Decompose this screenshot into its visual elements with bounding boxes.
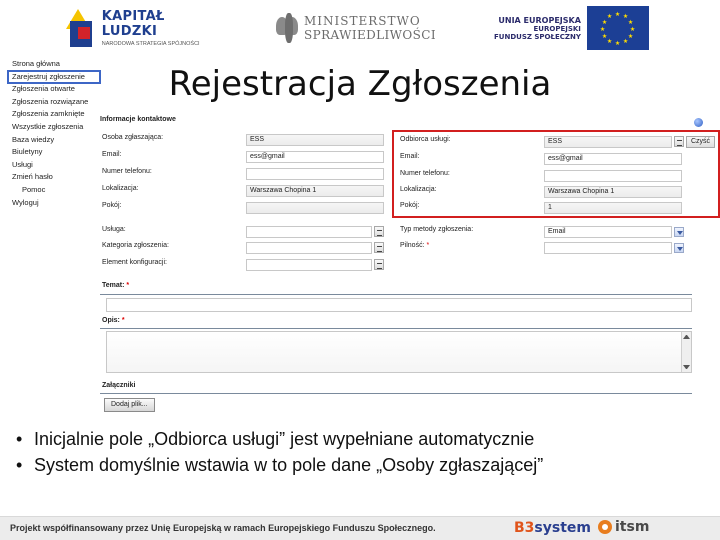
recipient-location-label: Lokalizacja: <box>400 186 437 193</box>
nav-item[interactable]: Zmień hasło <box>12 172 53 182</box>
description-divider <box>100 328 692 329</box>
category-label: Kategoria zgłoszenia: <box>102 242 169 249</box>
subject-input[interactable] <box>106 298 692 312</box>
priority-dropdown-icon[interactable] <box>674 243 684 253</box>
bullet-list <box>12 426 712 478</box>
report-type-label: Typ metody zgłoszenia: <box>400 226 474 233</box>
logo-header <box>0 0 720 56</box>
scroll-up-icon[interactable] <box>683 335 690 339</box>
subject-label: Temat: * <box>102 282 130 289</box>
service-input[interactable] <box>246 226 372 238</box>
nav-item[interactable]: Zarejestruj zgłoszenie <box>8 71 100 84</box>
config-item-lookup-button[interactable] <box>374 259 384 270</box>
config-item-input[interactable] <box>246 259 372 271</box>
itsm-dot-icon <box>598 520 612 534</box>
ministerstwo-logo <box>276 4 436 52</box>
nav-item[interactable]: Usługi <box>12 159 33 169</box>
category-input[interactable] <box>246 242 372 254</box>
config-item-label: Element konfiguracji: <box>102 259 167 266</box>
kapital-ludzki-title: KAPITAŁ LUDZKI <box>101 9 165 39</box>
registration-form <box>100 112 710 418</box>
requester-email-input[interactable]: ess@gmail <box>246 151 384 163</box>
priority-label: Pilność: * <box>400 242 430 249</box>
left-navigation <box>8 58 100 209</box>
nav-item[interactable]: Strona główna <box>12 59 60 68</box>
footer <box>0 516 720 540</box>
unia-line2: EUROPEJSKI <box>533 24 581 33</box>
nav-item[interactable]: Zgłoszenia rozwiązane <box>12 96 89 106</box>
unia-line1: UNIA EUROPEJSKA <box>498 15 581 25</box>
nav-item[interactable]: Wyloguj <box>12 197 39 207</box>
b3system-logo: B3system <box>514 520 591 536</box>
kapital-ludzki-logo <box>64 4 224 52</box>
add-file-button[interactable]: Dodaj plik... <box>104 398 155 412</box>
description-label: Opis: * <box>102 317 125 324</box>
category-lookup-button[interactable] <box>374 242 384 253</box>
requester-room-input[interactable] <box>246 202 384 214</box>
recipient-room-label: Pokój: <box>400 202 420 209</box>
recipient-email-input[interactable]: ess@gmail <box>544 153 682 165</box>
recipient-label: Odbiorca usługi: <box>400 136 451 143</box>
priority-select[interactable] <box>544 242 672 254</box>
contact-section-title: Informacje kontaktowe <box>100 116 176 123</box>
description-textarea[interactable] <box>106 331 692 373</box>
eu-flag-icon: ★ ★ ★ ★ ★ ★ ★ ★ ★ ★ ★ ★ <box>587 6 649 50</box>
ministerstwo-line1: MINISTERSTWO <box>304 14 421 28</box>
recipient-email-label: Email: <box>400 153 420 160</box>
recipient-lookup-button[interactable] <box>674 136 684 147</box>
report-type-dropdown-icon[interactable] <box>674 227 684 237</box>
nav-item[interactable]: Wszystkie zgłoszenia <box>12 121 84 131</box>
nav-item[interactable]: Zgłoszenia zamknięte <box>12 109 85 119</box>
recipient-phone-label: Numer telefonu: <box>400 170 450 177</box>
description-scrollbar[interactable] <box>681 332 691 372</box>
recipient-phone-input[interactable] <box>544 170 682 182</box>
nav-item[interactable]: Baza wiedzy <box>12 134 55 144</box>
eagle-emblem-icon <box>276 11 298 45</box>
nav-item[interactable]: Pomoc <box>22 184 46 194</box>
requester-label: Osoba zgłaszająca: <box>102 134 164 141</box>
report-type-select[interactable]: Email <box>544 226 672 238</box>
kapital-ludzki-emblem-icon <box>64 7 96 49</box>
scroll-down-icon[interactable] <box>683 365 690 369</box>
requester-room-label: Pokój: <box>102 202 122 209</box>
nav-item[interactable]: Zgłoszenia otwarte <box>12 84 75 94</box>
ministerstwo-line2: SPRAWIEDLIWOŚCI <box>304 28 436 42</box>
recipient-room-input[interactable]: 1 <box>544 202 682 214</box>
requester-phone-input[interactable] <box>246 168 384 180</box>
itsm-logo: itsm <box>598 519 649 535</box>
requester-phone-label: Numer telefonu: <box>102 168 152 175</box>
attachments-label: Załączniki <box>102 382 136 389</box>
kapital-ludzki-subtitle: NARODOWA STRATEGIA SPÓJNOŚCI <box>101 41 200 47</box>
recipient-input[interactable]: ESS <box>544 136 672 148</box>
unia-europejska-logo <box>494 4 660 52</box>
help-icon[interactable] <box>694 118 703 127</box>
requester-location-input[interactable]: Warszawa Chopina 1 <box>246 185 384 197</box>
service-label: Usługa: <box>102 226 126 233</box>
requester-location-label: Lokalizacja: <box>102 185 139 192</box>
bullet-item: • Inicjalnie pole „Odbiorca usługi” jest wypełniane automatycznie <box>12 426 712 452</box>
bullet-item: • System domyślnie wstawia w to pole dane „Osoby zgłaszającej” <box>12 452 712 478</box>
requester-email-label: Email: <box>102 151 122 158</box>
slide-title: Rejestracja Zgłoszenia <box>168 64 552 104</box>
unia-line3: FUNDUSZ SPOŁECZNY <box>494 32 581 41</box>
nav-item[interactable]: Biuletyny <box>12 147 43 157</box>
footer-text: Projekt współfinansowany przez Unię Europejską w ramach Europejskiego Funduszu Społecznego. <box>10 523 436 533</box>
service-lookup-button[interactable] <box>374 226 384 237</box>
attachments-divider <box>100 393 692 394</box>
clear-button[interactable]: Czyść <box>686 136 715 148</box>
subject-divider <box>100 294 692 295</box>
recipient-location-input[interactable]: Warszawa Chopina 1 <box>544 186 682 198</box>
requester-input[interactable]: ESS <box>246 134 384 146</box>
